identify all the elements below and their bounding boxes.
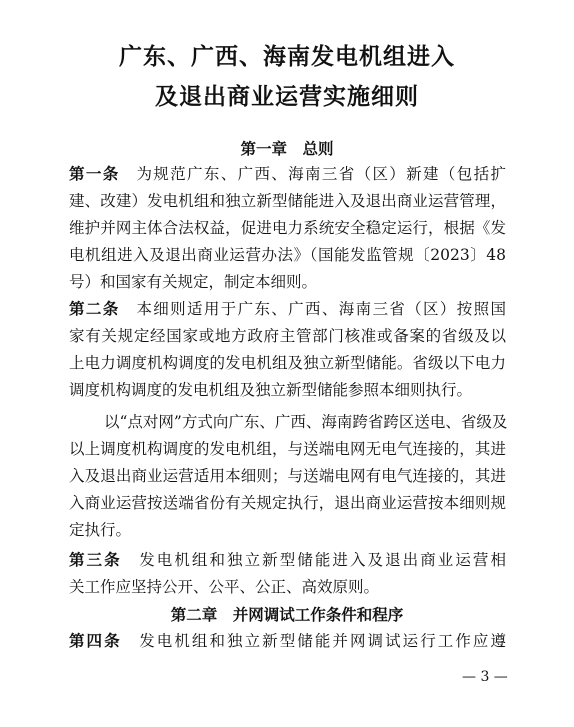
- article-2-head: 第二条: [69, 300, 120, 318]
- article-2-paragraph-2-line-3: 入及退出商业运营适用本细则；与送端电网有电气连接的，其进: [69, 467, 506, 485]
- article-2-paragraph-2-line-4: 入商业运营按送端省份有关规定执行，退出商业运营按本细则规: [69, 494, 506, 512]
- article-3-head: 第三条: [69, 551, 122, 569]
- document-title-line-2: 及退出商业运营实施细则: [155, 84, 419, 110]
- chapter-1-heading: 第一章 总则: [240, 140, 334, 158]
- article-2-text-1: 本细则适用于广东、广西、海南三省（区）按照国: [136, 300, 506, 318]
- article-1-line-3: 维护并网主体合法权益，促进电力系统安全稳定运行，根据《发: [69, 219, 506, 237]
- article-4-head: 第四条: [69, 632, 122, 650]
- chapter-2-heading: 第二章 并网调试工作条件和程序: [170, 606, 404, 624]
- article-1-line-1: [69, 163, 506, 185]
- article-3-text-1: 发电机组和独立新型储能进入及退出商业运营相: [139, 551, 506, 569]
- article-2-line-4: 调度机构调度的发电机组及独立新型储能参照本细则执行。: [69, 381, 473, 399]
- article-3-line-1: [69, 549, 506, 571]
- article-4-line-1: [69, 630, 506, 652]
- document-title-line-1: 广东、广西、海南发电机组进入: [119, 44, 455, 70]
- article-1-line-5: 号）和国家有关规定，制定本细则。: [69, 273, 318, 291]
- article-1-head: 第一条: [69, 165, 120, 183]
- article-1-line-2: 建、改建）发电机组和独立新型储能进入及退出商业运营管理，: [69, 192, 506, 210]
- article-2-paragraph-2-line-5: 定执行。: [69, 521, 132, 539]
- article-4-text-1: 发电机组和独立新型储能并网调试运行工作应遵: [139, 632, 506, 650]
- article-3-line-2: 关工作应坚持公开、公平、公正、高效原则。: [69, 578, 380, 596]
- article-2-line-1: [69, 298, 506, 320]
- article-2-line-3: 上电力调度机构调度的发电机组及独立新型储能。省级以下电力: [69, 354, 506, 372]
- article-2-line-2: 家有关规定经国家或地方政府主管部门核准或备案的省级及以: [69, 327, 506, 345]
- article-2-paragraph-2-line-2: 以上调度机构调度的发电机组，与送端电网无电气连接的，其进: [69, 440, 506, 458]
- article-1-text-1: 为规范广东、广西、海南三省（区）新建（包括扩: [136, 165, 506, 183]
- page-number: — 3 —: [462, 669, 508, 685]
- article-1-line-4: 电机组进入及退出商业运营办法》（国能发监管规〔2023〕48: [69, 246, 506, 264]
- article-2-paragraph-2-line-1: 以“点对网”方式向广东、广西、海南跨省跨区送电、省级及: [104, 413, 508, 431]
